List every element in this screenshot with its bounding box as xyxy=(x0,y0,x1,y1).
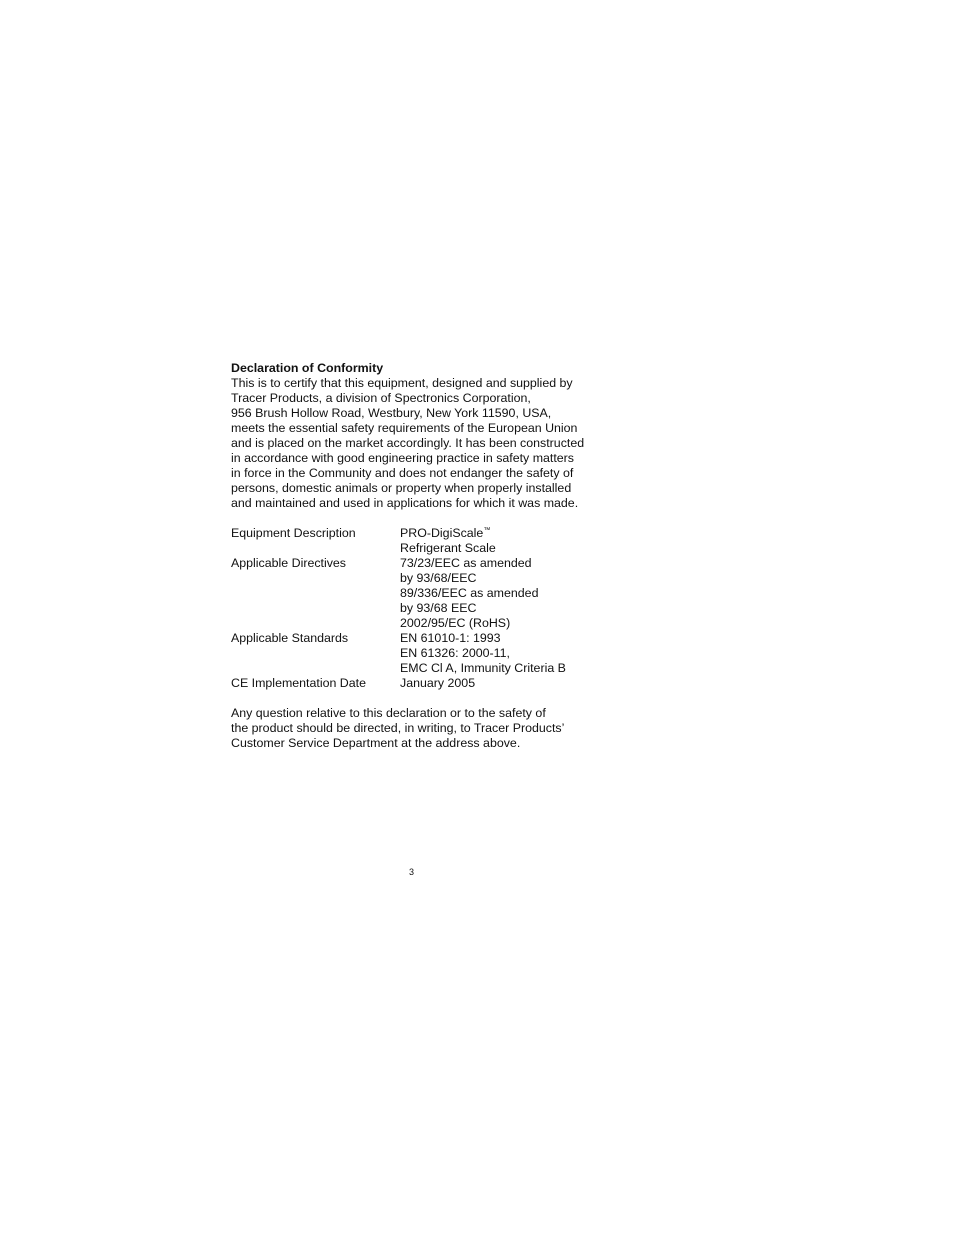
intro-line: 956 Brush Hollow Road, Westbury, New York 11590, USA, xyxy=(231,406,552,420)
spec-values xyxy=(400,676,601,691)
intro-line: Tracer Products, a division of Spectronics Corporation, xyxy=(231,391,531,405)
spec-value: January 2005 xyxy=(400,676,476,690)
spec-label: Applicable Standards xyxy=(231,631,349,645)
spec-value: by 93/68 EEC xyxy=(400,601,477,615)
spec-values xyxy=(400,631,601,676)
intro-line: in accordance with good engineering practice in safety matters xyxy=(231,451,574,465)
spec-values xyxy=(400,556,601,631)
intro-line: in force in the Community and does not endanger the safety of xyxy=(231,466,574,480)
intro-line: meets the essential safety requirements of the European Union xyxy=(231,421,578,435)
spec-value: 2002/95/EC (RoHS) xyxy=(400,616,511,630)
spec-values xyxy=(400,526,601,556)
spec-label: Equipment Description xyxy=(231,526,356,540)
intro-paragraph xyxy=(231,376,601,511)
declaration-section xyxy=(231,361,601,751)
closing-line: Any question relative to this declaration or to the safety of xyxy=(231,706,546,720)
spec-value: EN 61326: 2000-11, xyxy=(400,646,510,660)
spec-value-product-name xyxy=(400,526,601,541)
spec-value: EMC Cl A, Immunity Criteria B xyxy=(400,661,566,675)
spec-label: Applicable Directives xyxy=(231,556,347,570)
spec-value: by 93/68/EEC xyxy=(400,571,477,585)
spec-row-applicable-directives xyxy=(231,556,601,631)
intro-line: persons, domestic animals or property when properly installed xyxy=(231,481,572,495)
closing-line: the product should be directed, in writing, to Tracer Products’ xyxy=(231,721,565,735)
spec-value: EN 61010-1: 1993 xyxy=(400,631,501,645)
declaration-title: Declaration of Conformity xyxy=(231,361,384,375)
product-name: PRO-DigiScale xyxy=(400,526,484,540)
spec-label: CE Implementation Date xyxy=(231,676,366,690)
spec-row-equipment-description xyxy=(231,526,601,556)
paragraph-spacer xyxy=(231,691,601,706)
spec-row-applicable-standards xyxy=(231,631,601,676)
intro-line: and is placed on the market accordingly. It has been constructed xyxy=(231,436,585,450)
paragraph-spacer xyxy=(231,511,601,526)
closing-line: Customer Service Department at the address above. xyxy=(231,736,521,750)
spec-value: 89/336/EEC as amended xyxy=(400,586,539,600)
intro-line: and maintained and used in applications for which it was made. xyxy=(231,496,579,510)
intro-line: This is to certify that this equipment, designed and supplied by xyxy=(231,376,573,390)
closing-paragraph xyxy=(231,706,601,751)
spec-row-ce-implementation-date xyxy=(231,676,601,691)
spec-value: 73/23/EEC as amended xyxy=(400,556,532,570)
page-number: 3 xyxy=(409,867,415,877)
trademark-symbol: ™ xyxy=(483,527,491,534)
spec-table xyxy=(231,526,601,691)
spec-value: Refrigerant Scale xyxy=(400,541,496,555)
